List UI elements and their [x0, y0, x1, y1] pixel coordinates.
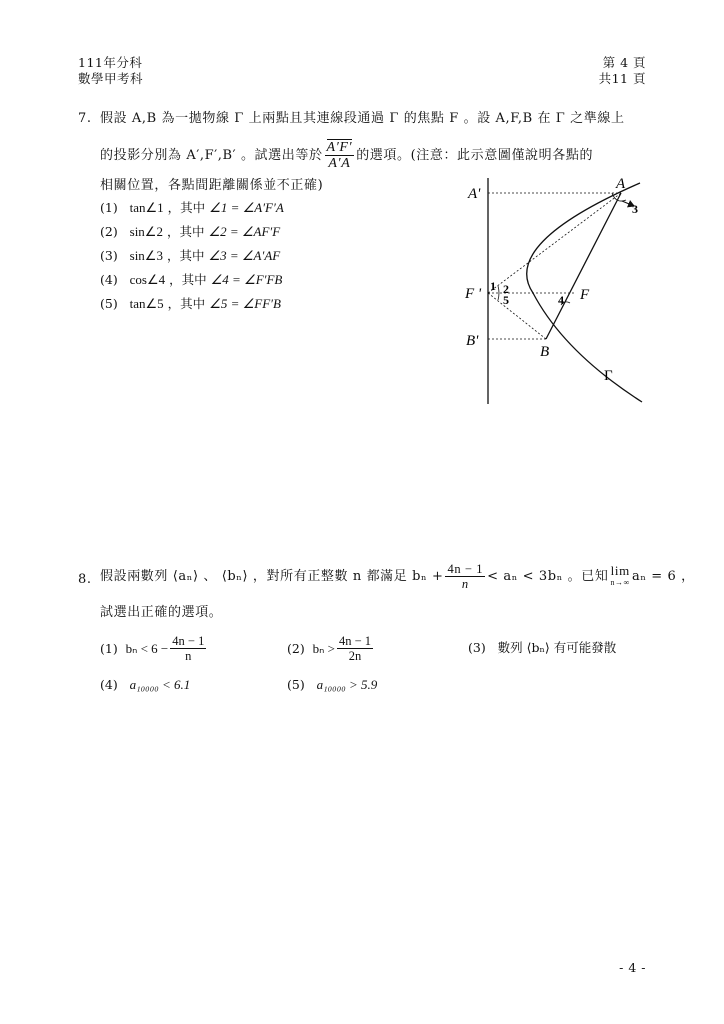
option-function: tan∠5	[129, 296, 164, 311]
q7-ratio-fraction	[325, 140, 355, 171]
option-definition: ∠3 = ∠A′AF	[208, 248, 281, 263]
header-page-total: 共11 頁	[598, 71, 646, 86]
label-f-prime: F '	[465, 286, 482, 302]
label-b-prime: B'	[466, 333, 479, 349]
option-label: (5)	[287, 677, 305, 692]
q8-stem-fraction	[445, 562, 485, 591]
option-text: 數列 ⟨bₙ⟩ 有可能發散	[497, 640, 617, 655]
q7-stem-line2	[100, 140, 593, 171]
option-label: (3)	[468, 640, 486, 655]
q7-stem-line2-end: 的選項。(注意：此示意圖僅說明各點的	[356, 147, 594, 163]
option-label: (2)	[100, 224, 118, 239]
label-angle-5: 5	[503, 293, 509, 307]
label-b: B	[540, 344, 550, 360]
q7-fraction-denominator: A′A	[328, 156, 351, 171]
label-angle-3: 3	[632, 202, 638, 216]
q8-limit-word: lim	[610, 562, 630, 578]
option-definition: ∠2 = ∠AF′F	[208, 224, 281, 239]
q7-option-3[interactable]	[100, 248, 284, 264]
option-text: a₁₀₀₀₀ < 6.1	[129, 677, 191, 692]
fraction-numerator: 4n − 1	[172, 634, 205, 648]
option-function: sin∠2	[129, 224, 163, 239]
label-a-prime: A'	[468, 186, 481, 202]
q7-option-1[interactable]	[100, 200, 284, 216]
header-subject-year: 111年分科	[78, 55, 143, 70]
fraction-denominator: n	[185, 649, 192, 663]
header-page-number: 第 4 頁	[602, 55, 646, 70]
q7-stem-line1: 假設 A,B 為一拋物線 Γ 上兩點且其連線段通過 Γ 的焦點 F 。設 A,F,B 在 Γ 之準線上	[100, 111, 625, 126]
label-angle-2: 2	[503, 282, 509, 296]
q7-options	[100, 200, 284, 312]
q8-stem-line1	[100, 562, 695, 591]
q8-option-1[interactable]	[100, 634, 208, 663]
q8-limit-expression: aₙ = 6 ，	[631, 568, 695, 584]
q7-option-4[interactable]	[100, 272, 284, 288]
q8-fraction-numerator: 4n − 1	[447, 562, 484, 576]
q8-limit-subscript: n→∞	[610, 577, 630, 587]
fraction-numerator: 4n − 1	[338, 634, 371, 648]
q8-stem-line2: 試選出正確的選項。	[100, 605, 223, 620]
option-definition: ∠5 = ∠FF′B	[209, 296, 281, 311]
option-label: (2)	[287, 640, 305, 656]
q7-parabola-figure	[455, 170, 655, 410]
q7-option-2[interactable]	[100, 224, 284, 240]
q7-fraction-numerator: A′F′	[326, 140, 353, 155]
option-definition: ∠1 = ∠A′F′A	[209, 200, 284, 215]
label-angle-4: 4	[558, 293, 564, 307]
q8-option-5[interactable]	[287, 677, 377, 693]
option-separator: ，其中	[167, 200, 206, 215]
option-label: (1)	[100, 640, 118, 656]
option-separator: ，其中	[167, 296, 206, 311]
option-definition: ∠4 = ∠F′FB	[210, 272, 283, 287]
option-function: tan∠1	[129, 200, 164, 215]
angle-arc-fprime	[498, 286, 499, 300]
q8-option-3[interactable]	[468, 640, 616, 656]
header-subject-name: 數學甲考科	[78, 71, 144, 86]
option-label: (4)	[100, 677, 118, 692]
option-text: a₁₀₀₀₀ > 5.9	[316, 677, 378, 692]
option-label: (3)	[100, 248, 118, 263]
option-separator: ，其中	[166, 224, 205, 239]
option-label: (1)	[100, 200, 118, 215]
q7-stem-line3: 相關位置，各點間距離關係並不正確)	[100, 178, 324, 193]
q8-stem-middle: < aₙ < 3bₙ 。已知	[487, 568, 609, 584]
q8-stem-start: 假設兩數列 ⟨aₙ⟩ 、 ⟨bₙ⟩ ，對所有正整數 n 都滿足 bₙ +	[100, 568, 444, 584]
q7-stem-line2-start: 的投影分別為 A′,F′,B′ 。試選出等於	[100, 147, 323, 163]
option-function: sin∠3	[129, 248, 163, 263]
footer-page-number: - 4 -	[619, 960, 646, 975]
q8-option-2[interactable]	[287, 634, 375, 663]
focal-chord-ab	[546, 193, 621, 339]
label-a: A	[616, 176, 626, 192]
q8-option-4[interactable]	[100, 677, 190, 693]
option-label: (5)	[100, 296, 118, 311]
label-f: F	[580, 287, 590, 303]
fraction-denominator: 2n	[348, 649, 362, 663]
option-separator: ，其中	[166, 248, 205, 263]
q8-number: 8.	[78, 572, 92, 587]
label-gamma: Γ	[604, 368, 613, 384]
option-separator: ，其中	[169, 272, 207, 287]
q8-fraction-denominator: n	[461, 577, 469, 591]
option-function: cos∠4	[129, 272, 166, 287]
label-angle-1: 1	[490, 279, 496, 293]
option-expression: bₙ < 6 −	[125, 640, 169, 656]
segment-fprime-a	[488, 193, 621, 293]
q8-limit	[610, 562, 630, 589]
q7-number: 7.	[78, 111, 92, 126]
option-expression: bₙ >	[312, 640, 335, 656]
option-label: (4)	[100, 272, 118, 287]
option-fraction	[170, 634, 206, 663]
option-fraction	[337, 634, 373, 663]
q7-option-5[interactable]	[100, 296, 284, 312]
